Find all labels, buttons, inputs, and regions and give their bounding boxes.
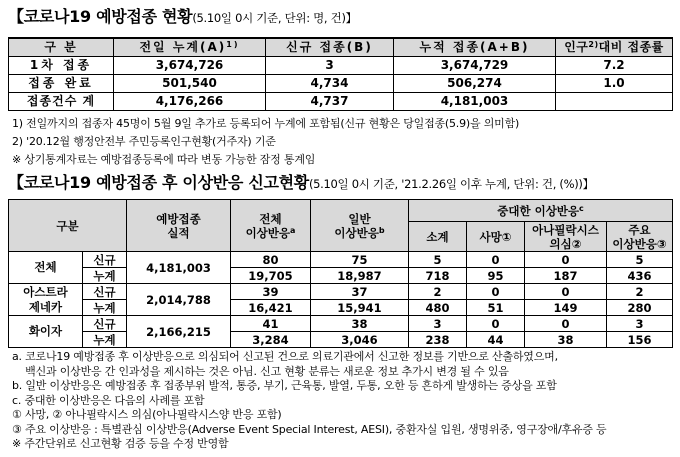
cell-death: 0 [467, 284, 525, 300]
cell-subtotal: 718 [409, 268, 467, 284]
footnotes-status [12, 115, 519, 169]
cell-total: 41 [231, 316, 311, 332]
cell-anaphylaxis: 187 [525, 268, 607, 284]
cell-death: 0 [467, 316, 525, 332]
title-sub: (5.10일 0시 기준, 단위: 명, 건)】 [192, 11, 357, 25]
cell-anaphylaxis: 149 [525, 300, 607, 316]
vaccination-status-table [8, 37, 673, 111]
cell-total: 80 [231, 252, 311, 268]
cell-subtotal: 238 [409, 332, 467, 348]
cell-general: 18,987 [311, 268, 409, 284]
header-general-reactions: 일반 이상반응$^b$ [311, 200, 409, 252]
table-row [9, 316, 673, 332]
table-row [9, 300, 673, 316]
cell-general: 3,046 [311, 332, 409, 348]
cell-new: 4,734 [266, 75, 394, 93]
table-row [9, 284, 673, 300]
row-kind: 신규 [83, 284, 127, 300]
footnote: b. 일반 이상반응은 예방접종 후 접종부위 발적, 통증, 부기, 근육통, 발열, 두통, 오한 등 흔하게 발생하는 증상을 포함 [12, 379, 557, 392]
table-row [9, 252, 673, 268]
header-major: 주요 이상반응③ [607, 222, 673, 252]
table-row [9, 268, 673, 284]
cell-subtotal: 3 [409, 316, 467, 332]
footnote: 2) '20.12월 행정안전부 주민등록인구현황(거주자) 기준 [12, 135, 276, 148]
footnote: ※ 주간단위로 신고현황 검증 등을 수정 반영함 [12, 437, 229, 450]
footnote: ③ 주요 이상반응 : 특별관심 이상반응(Adverse Event Special Interest, AESI), 중환자실 입원, 생명위중, 영구장애/후유증 등 [12, 422, 607, 436]
header-new: 신규 접종(B) [266, 38, 394, 57]
vaccination-status-title [8, 4, 357, 27]
header-anaphylaxis: 아나필락시스 의심② [525, 222, 607, 252]
adverse-reaction-table [8, 199, 673, 348]
cell-vaccinations: 4,181,003 [127, 252, 231, 284]
header-total-reactions: 전체 이상반응$^a$ [231, 200, 311, 252]
cell-rate: 7.2 [556, 57, 673, 75]
table-header-row [9, 38, 673, 57]
cell-vaccinations: 2,166,215 [127, 316, 231, 348]
cell-general: 37 [311, 284, 409, 300]
group-name: 화이자 [9, 316, 83, 348]
footnote: ① 사망, ② 아나필락시스 의심(아나필락시스양 반응 포함) [12, 408, 282, 421]
cell-prev: 501,540 [114, 75, 266, 93]
cell-death: 51 [467, 300, 525, 316]
cell-major: 436 [607, 268, 673, 284]
cell-anaphylaxis: 38 [525, 332, 607, 348]
cell-total: 19,705 [231, 268, 311, 284]
cell-cum: 4,181,003 [394, 93, 556, 111]
footnotes-adverse [12, 350, 606, 452]
group-name: 아스트라 제네카 [9, 284, 83, 316]
row-label: 1차 접종 [9, 57, 114, 75]
header-prev-cumulative: 전일 누계$(A)^{1)}$ [114, 38, 266, 57]
cell-general: 38 [311, 316, 409, 332]
footnote: c. 중대한 이상반응은 다음의 사례를 포함 [12, 393, 205, 407]
cell-subtotal: 2 [409, 284, 467, 300]
cell-rate: 1.0 [556, 75, 673, 93]
table-header-row [9, 200, 673, 222]
header-rate: 인구$^{2)}$대비 접종률 [556, 38, 673, 57]
group-name: 전체 [9, 252, 83, 284]
cell-cum: 3,674,729 [394, 57, 556, 75]
cell-total: 16,421 [231, 300, 311, 316]
row-kind: 누계 [83, 268, 127, 284]
cell-death: 95 [467, 268, 525, 284]
row-kind: 누계 [83, 300, 127, 316]
table-row [9, 93, 673, 111]
cell-major: 5 [607, 252, 673, 268]
footnote: ※ 상기통계자료는 예방접종등록에 따라 변동 가능한 잠정 통계임 [12, 153, 316, 166]
header-subtotal: 소계 [409, 222, 467, 252]
cell-general: 75 [311, 252, 409, 268]
cell-death: 44 [467, 332, 525, 348]
header-cumulative: 누적 접종(A+B) [394, 38, 556, 57]
cell-new: 4,737 [266, 93, 394, 111]
row-kind: 신규 [83, 252, 127, 268]
header-category: 구 분 [9, 38, 114, 57]
row-kind: 누계 [83, 332, 127, 348]
cell-anaphylaxis: 0 [525, 316, 607, 332]
cell-total: 39 [231, 284, 311, 300]
cell-prev: 4,176,266 [114, 93, 266, 111]
footnote: 1) 전일까지의 접종자 45명이 5월 9일 추가로 등록되어 누계에 포함됨(신규 현황은 당일접종(5.9)을 의미함) [12, 117, 520, 130]
header-death: 사망① [467, 222, 525, 252]
cell-anaphylaxis: 0 [525, 284, 607, 300]
cell-major: 2 [607, 284, 673, 300]
footnote: 백신과 이상반응 간 인과성을 제시하는 것은 아님. 신고 현황 분류는 새로운 정보 추가시 변경 될 수 있음 [12, 364, 509, 378]
adverse-reaction-title [8, 170, 594, 193]
table-row [9, 75, 673, 93]
cell-general: 15,941 [311, 300, 409, 316]
footnote: a. 코로나19 예방접종 후 이상반응으로 의심되어 신고된 건으로 의료기관에서 신고한 정보를 기반으로 산출하였으며, [12, 350, 558, 363]
cell-prev: 3,674,726 [114, 57, 266, 75]
table-row [9, 332, 673, 348]
title-main: 【코로나19 예방접종 현황 [8, 7, 193, 26]
cell-anaphylaxis: 0 [525, 252, 607, 268]
cell-death: 0 [467, 252, 525, 268]
header-category: 구분 [9, 200, 127, 252]
row-label: 접종건수 계 [9, 93, 114, 111]
cell-cum: 506,274 [394, 75, 556, 93]
table-row [9, 57, 673, 75]
cell-total: 3,284 [231, 332, 311, 348]
header-vaccinations: 예방접종 실적 [127, 200, 231, 252]
cell-major: 3 [607, 316, 673, 332]
header-serious-reactions: 중대한 이상반응$^c$ [409, 200, 673, 222]
cell-rate [556, 93, 673, 111]
cell-subtotal: 5 [409, 252, 467, 268]
cell-subtotal: 480 [409, 300, 467, 316]
cell-major: 280 [607, 300, 673, 316]
cell-new: 3 [266, 57, 394, 75]
row-kind: 신규 [83, 316, 127, 332]
title-sub: (5.10일 0시 기준, '21.2.26일 이후 누계, 단위: 건, (%))】 [308, 177, 594, 191]
title-main: 【코로나19 예방접종 후 이상반응 신고현황 [8, 173, 309, 192]
row-label: 접종 완료 [9, 75, 114, 93]
cell-major: 156 [607, 332, 673, 348]
cell-vaccinations: 2,014,788 [127, 284, 231, 316]
